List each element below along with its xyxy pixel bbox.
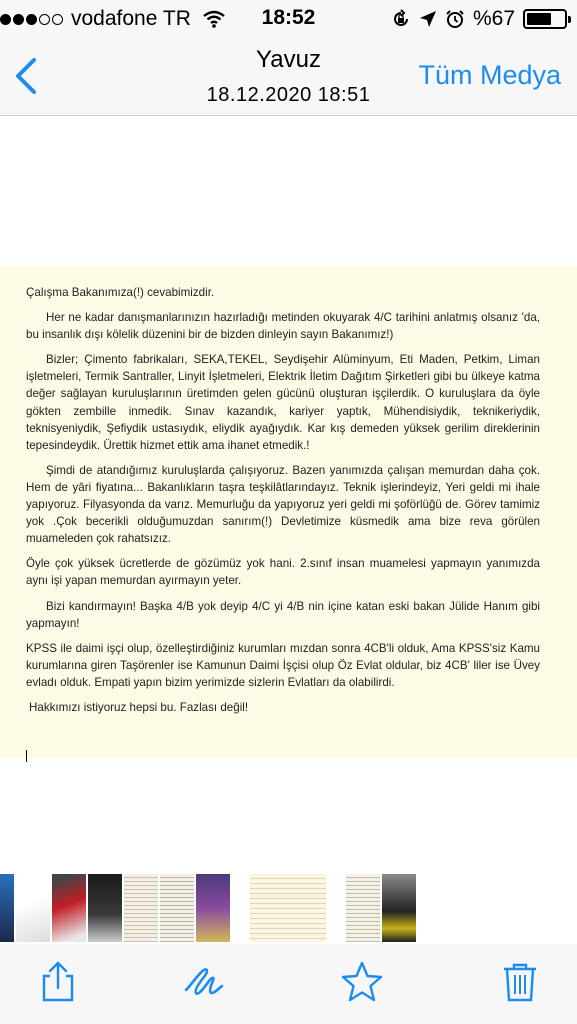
thumbnail[interactable]: [52, 874, 86, 942]
thumbnail[interactable]: [0, 874, 14, 942]
doc-paragraph: Şimdi de atandığımız kuruluşlarda çalışıyoruz. Bazen yanımızda çalışan memurdan daha çok. Hem de yâri fiyatına... Bakanlıkların taşra teşkilâtlarındayız. Teknik işlerindeyiz, Yeri geldi mi ihale yapıyoruz. Filyasyonda da varız. Memurluğu da yapıyoruz yeri geldi mi şoförlüğü de. Görev tamimiz yok .Çok becerikli olduğumuzdan sanırım(!) Devletimize küsmedik ama bize reva görülen muameleden çok rahatsızız.: [26, 463, 540, 546]
text-cursor: [26, 750, 27, 762]
thumbnail-strip[interactable]: [0, 872, 577, 944]
nav-title: Yavuz: [256, 46, 321, 73]
thumbnail[interactable]: [124, 874, 158, 942]
doc-paragraph: Öyle çok yüksek ücretlerde de gözümüz yok hani. 2.sınıf insan muamelesi yapmayın yanımızda aynı işi yapan memurdan ayırmayın yeter.: [26, 557, 540, 588]
all-media-button[interactable]: Tüm Medya: [418, 60, 561, 90]
doc-paragraph: KPSS ile daimi işçi olup, özelleştirdiğiniz kurumları mızdan sonra 4CB'li olduk, Ama KPSS'siz Kamu kurumlarına giren Taşörenler ise Kamunun Daimi İşçisi olup Öz Evlat oldular, biz 4CB' liler ise Üvey evladı olduk. Empati yapın bizim yerimizde sizlerin Evlatları da olabilirdi.: [26, 641, 540, 689]
doc-paragraph: Hakkımızı istiyoruz hepsi bu. Fazlası değil!: [29, 700, 249, 714]
doc-paragraph: Bizler; Çimento fabrikaları, SEKA,TEKEL, Seydişehir Alüminyum, Eti Maden, Petkim, Liman işletmeleri, Termik Santraller, Linyit İşletmeleri, Elektrik İletim Dağıtım Şirketleri gibi bu ülkeye katma değer sağlayan kuruluşlarının üretimden gelen gücünü oluşturan işçilerdik. O kuruluşlara da öyle gökten zembille inmedik. Sınav kazandık, kariyer yaptık, Mühendisiydik, teknikeriydik, teknisyeniydik, Şefiydik ustasıydık, eliydik ayağıydık. Kar kış demeden yüksek gerilim direklerinin tepesindeydik. Ürettik hizmet ettik ama ihanet etmedik.!: [26, 353, 540, 452]
battery-icon: [523, 9, 567, 29]
thumbnail[interactable]: [382, 874, 416, 942]
thumbnail[interactable]: [88, 874, 122, 942]
nav-timestamp: 18.12.2020 18:51: [206, 84, 371, 106]
alarm-icon: [445, 9, 465, 29]
status-bar: [0, 0, 577, 38]
thumbnail[interactable]: [196, 874, 230, 942]
thumbnail[interactable]: [346, 874, 380, 942]
document-text: [26, 284, 540, 724]
markup-icon[interactable]: [182, 960, 226, 1004]
trash-icon[interactable]: [498, 960, 542, 1004]
navigation-bar: [0, 38, 577, 116]
doc-paragraph: Çalışma Bakanımıza(!) cevabimizdir.: [26, 286, 215, 299]
star-icon[interactable]: [340, 960, 384, 1004]
orientation-lock-icon: [391, 9, 411, 29]
location-icon: [419, 10, 437, 28]
doc-paragraph: Bizi kandırmayın! Başka 4/B yok deyip 4/C yi 4/B nin içine katan eski bakan Jülide Hanım gibi yapmayın!: [26, 599, 540, 630]
carrier-name: vodafone TR: [71, 7, 191, 30]
thumbnail[interactable]: [160, 874, 194, 942]
thumbnail-current[interactable]: [250, 874, 326, 942]
bottom-toolbar: [0, 944, 577, 1024]
doc-paragraph: Her ne kadar danışmanlarınızın hazırladığı metinden okuyarak 4/C tarihini anlatmış olsanız 'da, bu insanlık dışı kölelik düzenini bir de bizden dinleyin sayın Bakanımız!): [26, 311, 540, 342]
battery-percent: %67: [472, 7, 515, 30]
thumbnail[interactable]: [16, 874, 50, 942]
document-photo[interactable]: [0, 266, 577, 758]
status-right: [391, 7, 567, 31]
status-time: 18:52: [261, 6, 316, 29]
share-icon[interactable]: [36, 960, 80, 1004]
